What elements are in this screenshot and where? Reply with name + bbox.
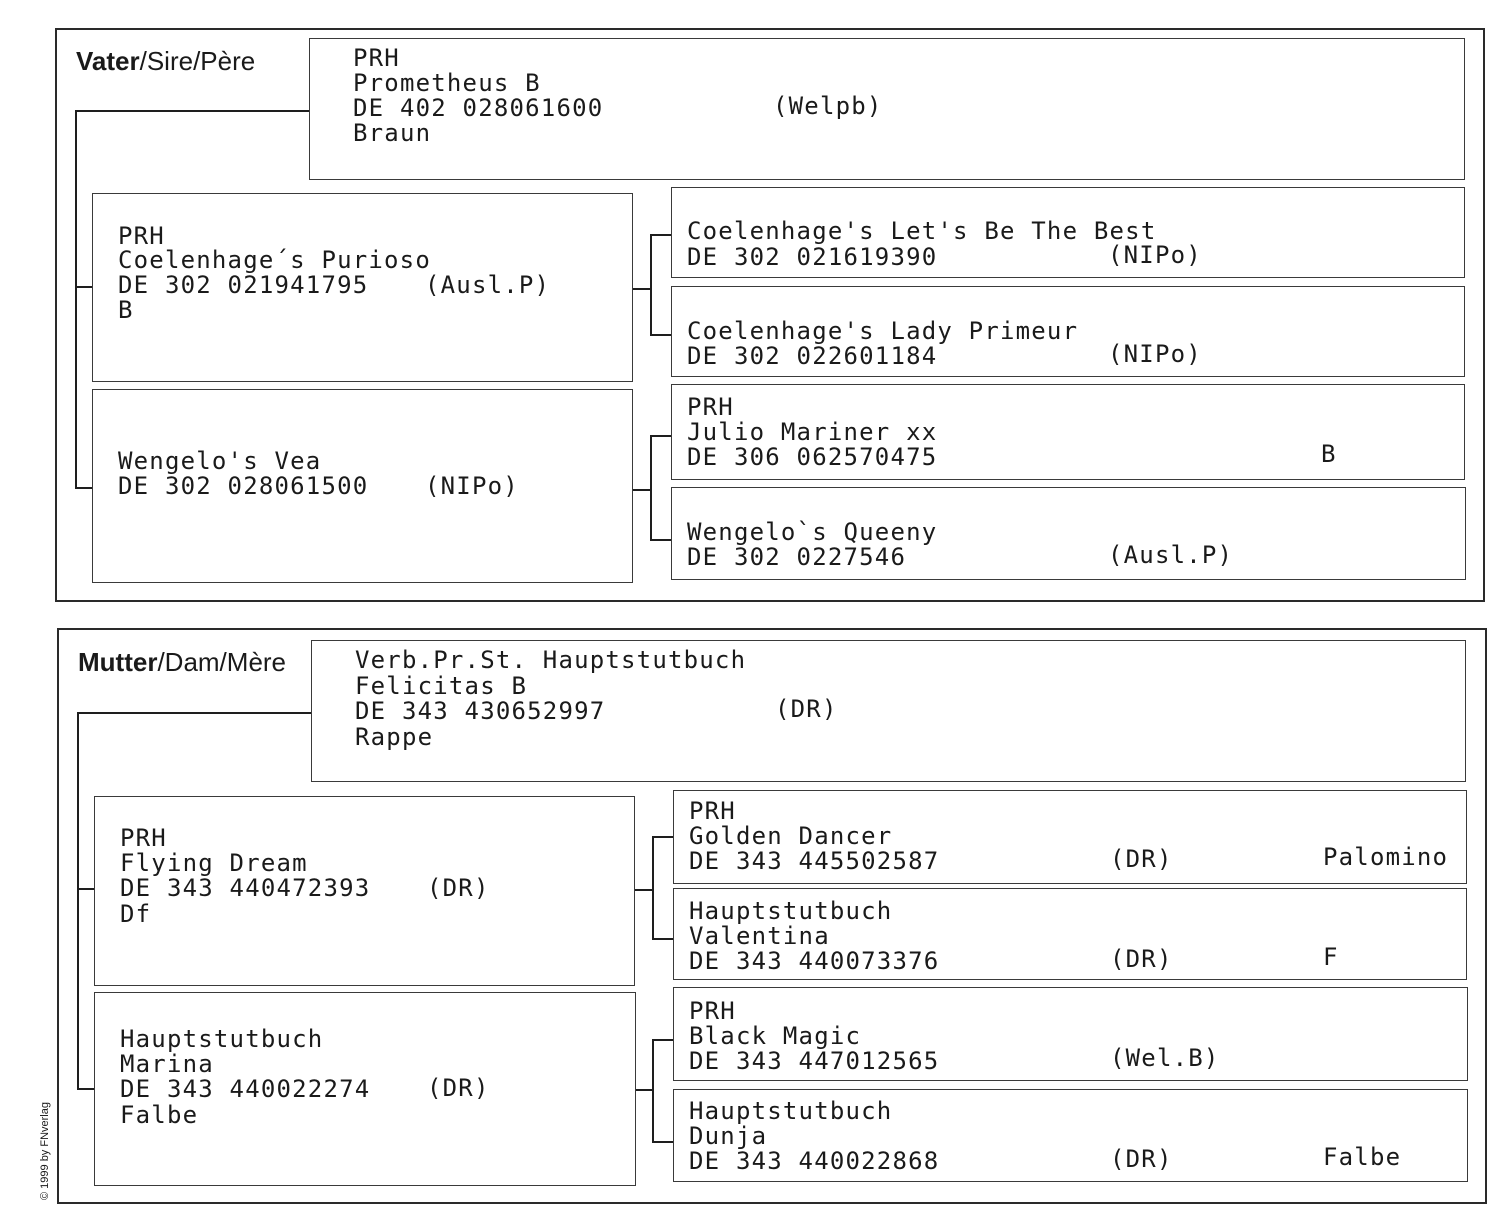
sire-gg1-number: DE 302 021619390 bbox=[687, 243, 938, 271]
dam-connector bbox=[652, 836, 673, 838]
dam-grandsire-line1: PRH bbox=[120, 824, 167, 852]
sire-connector bbox=[75, 487, 92, 489]
dam-connector bbox=[77, 712, 311, 714]
sire-gg4-breed: (Ausl.P) bbox=[1108, 541, 1234, 569]
dam-granddam-name: Marina bbox=[120, 1050, 214, 1078]
dam-connector bbox=[652, 1039, 654, 1143]
dam-gg2-color: F bbox=[1323, 943, 1339, 971]
sire-parent-name: Prometheus B bbox=[353, 69, 541, 97]
sire-header-rest: /Sire/Père bbox=[139, 46, 256, 76]
dam-gg1-name: Golden Dancer bbox=[689, 822, 893, 850]
sire-gg3-name: Julio Mariner xx bbox=[687, 418, 938, 446]
dam-connector bbox=[652, 938, 673, 940]
dam-granddam-number: DE 343 440022274 bbox=[120, 1075, 371, 1103]
dam-gg4-breed: (DR) bbox=[1110, 1145, 1173, 1173]
sire-connector bbox=[75, 110, 309, 112]
sire-header bbox=[76, 46, 255, 77]
dam-grandsire-name: Flying Dream bbox=[120, 849, 308, 877]
dam-parent-number: DE 343 430652997 bbox=[355, 697, 606, 725]
dam-granddam-breed: (DR) bbox=[427, 1074, 490, 1102]
sire-granddam-number: DE 302 028061500 bbox=[118, 472, 369, 500]
sire-granddam-breed: (NIPo) bbox=[425, 472, 519, 500]
sire-parent-number: DE 402 028061600 bbox=[353, 94, 604, 122]
dam-granddam-color: Falbe bbox=[120, 1101, 199, 1129]
dam-gg2-number: DE 343 440073376 bbox=[689, 947, 940, 975]
dam-connector bbox=[77, 712, 79, 1090]
dam-connector bbox=[652, 836, 654, 940]
copyright-note: © 1999 by FNverlag bbox=[39, 1102, 51, 1200]
sire-gg1-name: Coelenhage's Let's Be The Best bbox=[687, 217, 1157, 245]
dam-gg4-number: DE 343 440022868 bbox=[689, 1147, 940, 1175]
dam-gg4-line1: Hauptstutbuch bbox=[689, 1097, 893, 1125]
dam-grandsire-number: DE 343 440472393 bbox=[120, 874, 371, 902]
sire-connector bbox=[650, 234, 652, 336]
dam-gg3-line1: PRH bbox=[689, 997, 736, 1025]
dam-gg4-color: Falbe bbox=[1323, 1143, 1402, 1171]
dam-gg1-line1: PRH bbox=[689, 797, 736, 825]
dam-gg3-number: DE 343 447012565 bbox=[689, 1047, 940, 1075]
sire-connector bbox=[75, 286, 92, 288]
sire-header-bold: Vater bbox=[76, 46, 140, 76]
sire-grandsire-line1: PRH bbox=[118, 222, 165, 250]
dam-connector bbox=[77, 1088, 94, 1090]
dam-parent-color: Rappe bbox=[355, 723, 434, 751]
dam-gg1-breed: (DR) bbox=[1110, 845, 1173, 873]
dam-header-bold: Mutter bbox=[78, 647, 158, 677]
sire-gg4-number: DE 302 0227546 bbox=[687, 543, 907, 571]
sire-gg2-number: DE 302 022601184 bbox=[687, 342, 938, 370]
dam-parent-breed: (DR) bbox=[775, 695, 838, 723]
sire-grandsire-breed: (Ausl.P) bbox=[425, 271, 551, 299]
dam-gg3-name: Black Magic bbox=[689, 1022, 862, 1050]
sire-grandsire-color: B bbox=[118, 296, 134, 324]
dam-gg2-name: Valentina bbox=[689, 922, 830, 950]
sire-gg2-name: Coelenhage's Lady Primeur bbox=[687, 317, 1079, 345]
sire-parent-color: Braun bbox=[353, 119, 432, 147]
sire-connector bbox=[650, 435, 652, 541]
sire-grandsire-name: Coelenhage´s Purioso bbox=[118, 246, 431, 274]
sire-connector bbox=[650, 334, 671, 336]
dam-parent-line1: Verb.Pr.St. Hauptstutbuch bbox=[355, 646, 747, 674]
dam-gg1-color: Palomino bbox=[1323, 843, 1449, 871]
sire-connector bbox=[75, 110, 77, 489]
dam-connector bbox=[652, 1141, 673, 1143]
sire-gg2-breed: (NIPo) bbox=[1108, 340, 1202, 368]
sire-gg4-name: Wengelo`s Queeny bbox=[687, 518, 938, 546]
sire-connector bbox=[650, 539, 671, 541]
dam-grandsire-breed: (DR) bbox=[427, 874, 490, 902]
sire-gg1-breed: (NIPo) bbox=[1108, 241, 1202, 269]
sire-grandsire-number: DE 302 021941795 bbox=[118, 271, 369, 299]
dam-gg2-line1: Hauptstutbuch bbox=[689, 897, 893, 925]
sire-connector bbox=[650, 234, 671, 236]
dam-gg4-name: Dunja bbox=[689, 1122, 768, 1150]
sire-parent-breed: (Welpb) bbox=[773, 92, 883, 120]
sire-gg3-line1: PRH bbox=[687, 393, 734, 421]
dam-parent-name: Felicitas B bbox=[355, 672, 528, 700]
dam-connector bbox=[77, 888, 94, 890]
dam-gg2-breed: (DR) bbox=[1110, 945, 1173, 973]
dam-gg1-number: DE 343 445502587 bbox=[689, 847, 940, 875]
dam-header-rest: /Dam/Mère bbox=[157, 647, 287, 677]
dam-grandsire-color: Df bbox=[120, 900, 152, 928]
dam-connector bbox=[652, 1039, 673, 1041]
sire-connector bbox=[650, 435, 671, 437]
sire-granddam-name: Wengelo's Vea bbox=[118, 447, 322, 475]
sire-gg3-color: B bbox=[1321, 440, 1337, 468]
dam-gg3-breed: (Wel.B) bbox=[1110, 1044, 1220, 1072]
sire-parent-line1: PRH bbox=[353, 44, 400, 72]
sire-gg3-number: DE 306 062570475 bbox=[687, 443, 938, 471]
dam-header bbox=[78, 647, 286, 678]
dam-granddam-line1: Hauptstutbuch bbox=[120, 1025, 324, 1053]
